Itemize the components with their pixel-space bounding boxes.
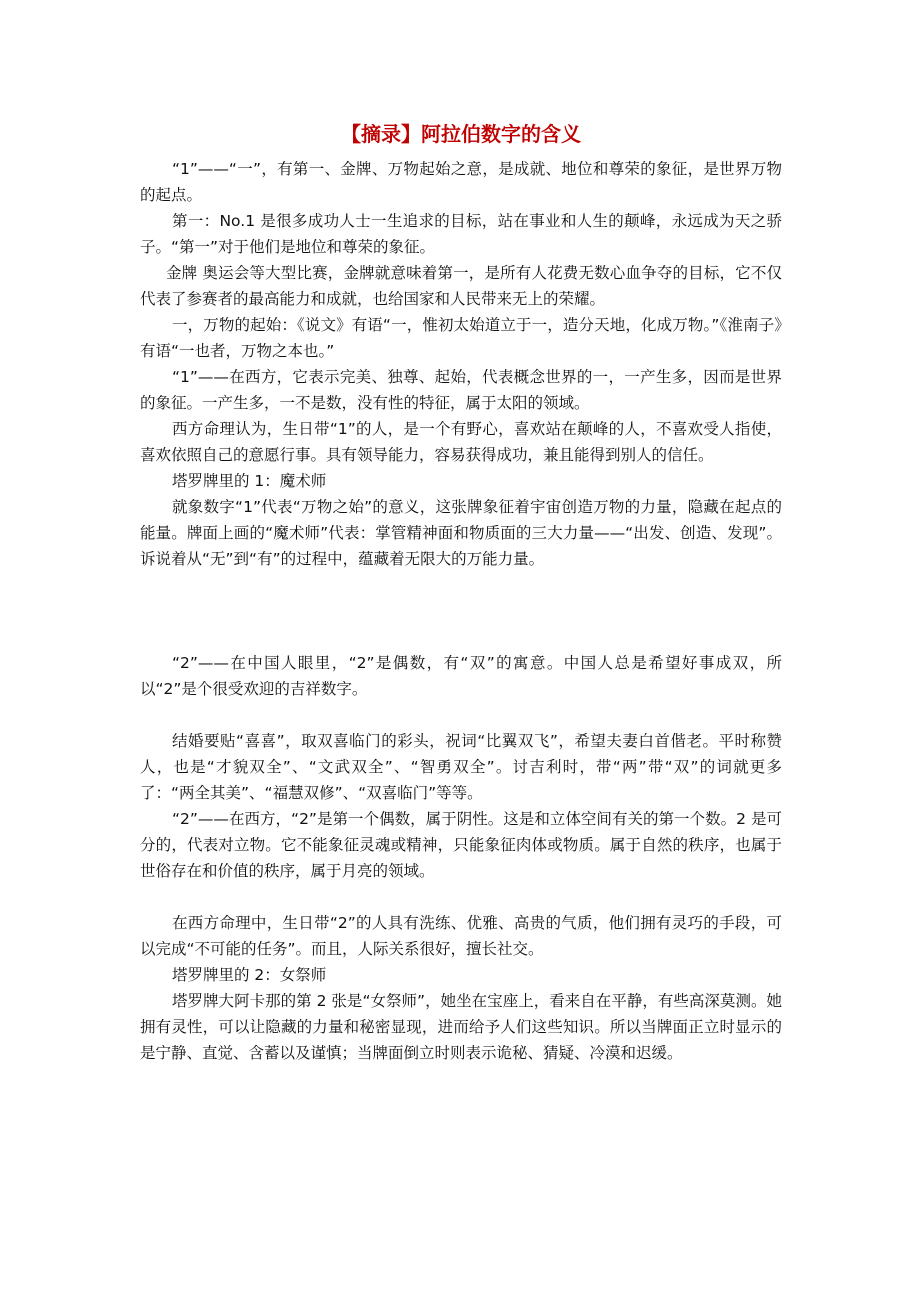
paragraph: “2”——在西方，“2”是第一个偶数，属于阴性。这是和立体空间有关的第一个数。2 是可分的，代表对立物。它不能象征灵魂或精神，只能象征肉体或物质。属于自然的秩序，也属于世俗存在和价值的秩序，属于月亮的领域。 — [140, 810, 782, 880]
paragraph: “1”——在西方，它表示完美、独尊、起始，代表概念世界的一，一产生多，因而是世界的象征。一产生多，一不是数，没有性的特征，属于太阳的领域。 — [140, 368, 782, 412]
paragraph: 西方命理认为，生日带“1”的人，是一个有野心，喜欢站在颠峰的人，不喜欢受人指使，喜欢依照自己的意愿行事。具有领导能力，容易获得成功，兼且能得到别人的信任。 — [140, 420, 782, 464]
document-title: 【摘录】阿拉伯数字的含义 — [341, 122, 581, 146]
paragraph: 金牌 奥运会等大型比赛，金牌就意味着第一，是所有人花费无数心血争夺的目标，它不仅代表了参赛者的最高能力和成就，也给国家和人民带来无上的荣耀。 — [140, 264, 782, 308]
paragraph: 第一：No.1 是很多成功人士一生追求的目标，站在事业和人生的颠峰，永远成为天之骄子。“第一”对于他们是地位和尊荣的象征。 — [140, 212, 782, 256]
paragraph: “2”——在中国人眼里，“2”是偶数，有“双”的寓意。中国人总是希望好事成双，所以“2”是个很受欢迎的吉祥数字。 — [140, 654, 782, 698]
paragraph: 在西方命理中，生日带“2”的人具有洗练、优雅、高贵的气质，他们拥有灵巧的手段，可以完成“不可能的任务”。而且，人际关系很好，擅长社交。 — [140, 914, 782, 958]
subheading: 塔罗牌里的 2：女祭师 — [172, 966, 327, 984]
document-page — [140, 118, 782, 1066]
blank-space — [140, 702, 782, 728]
subheading: 塔罗牌里的 1：魔术师 — [172, 472, 327, 490]
paragraph: 结婚要贴“喜喜”，取双喜临门的彩头，祝词“比翼双飞”，希望夫妻白首偕老。平时称赞人，也是“才貌双全”、“文武双全”、“智勇双全”。讨吉利时，带“两”带“双”的词就更多了：“两全其美”、“福慧双修”、“双喜临门”等等。 — [140, 732, 782, 802]
paragraph: 塔罗牌大阿卡那的第 2 张是“女祭师”，她坐在宝座上，看来自在平静，有些高深莫测。她拥有灵性，可以让隐藏的力量和秘密显现，进而给予人们这些知识。所以当牌面正立时显示的是宁静、直觉、含蓄以及谨慎；当牌面倒立时则表示诡秘、猜疑、冷漠和迟缓。 — [140, 992, 782, 1062]
blank-space — [140, 572, 782, 650]
paragraph: “1”——“一”，有第一、金牌、万物起始之意，是成就、地位和尊荣的象征，是世界万物的起点。 — [140, 160, 782, 204]
paragraph: 一，万物的起始：《说文》有语“一，惟初太始道立于一，造分天地，化成万物。”《淮南子》有语“一也者，万物之本也。” — [140, 316, 782, 360]
paragraph: 就象数字“1”代表“万物之始”的意义，这张牌象征着宇宙创造万物的力量，隐藏在起点的能量。牌面上画的“魔术师”代表：掌管精神面和物质面的三大力量——“出发、创造、发现”。诉说着从“无”到“有”的过程中，蕴藏着无限大的万能力量。 — [140, 498, 782, 568]
blank-space — [140, 884, 782, 910]
